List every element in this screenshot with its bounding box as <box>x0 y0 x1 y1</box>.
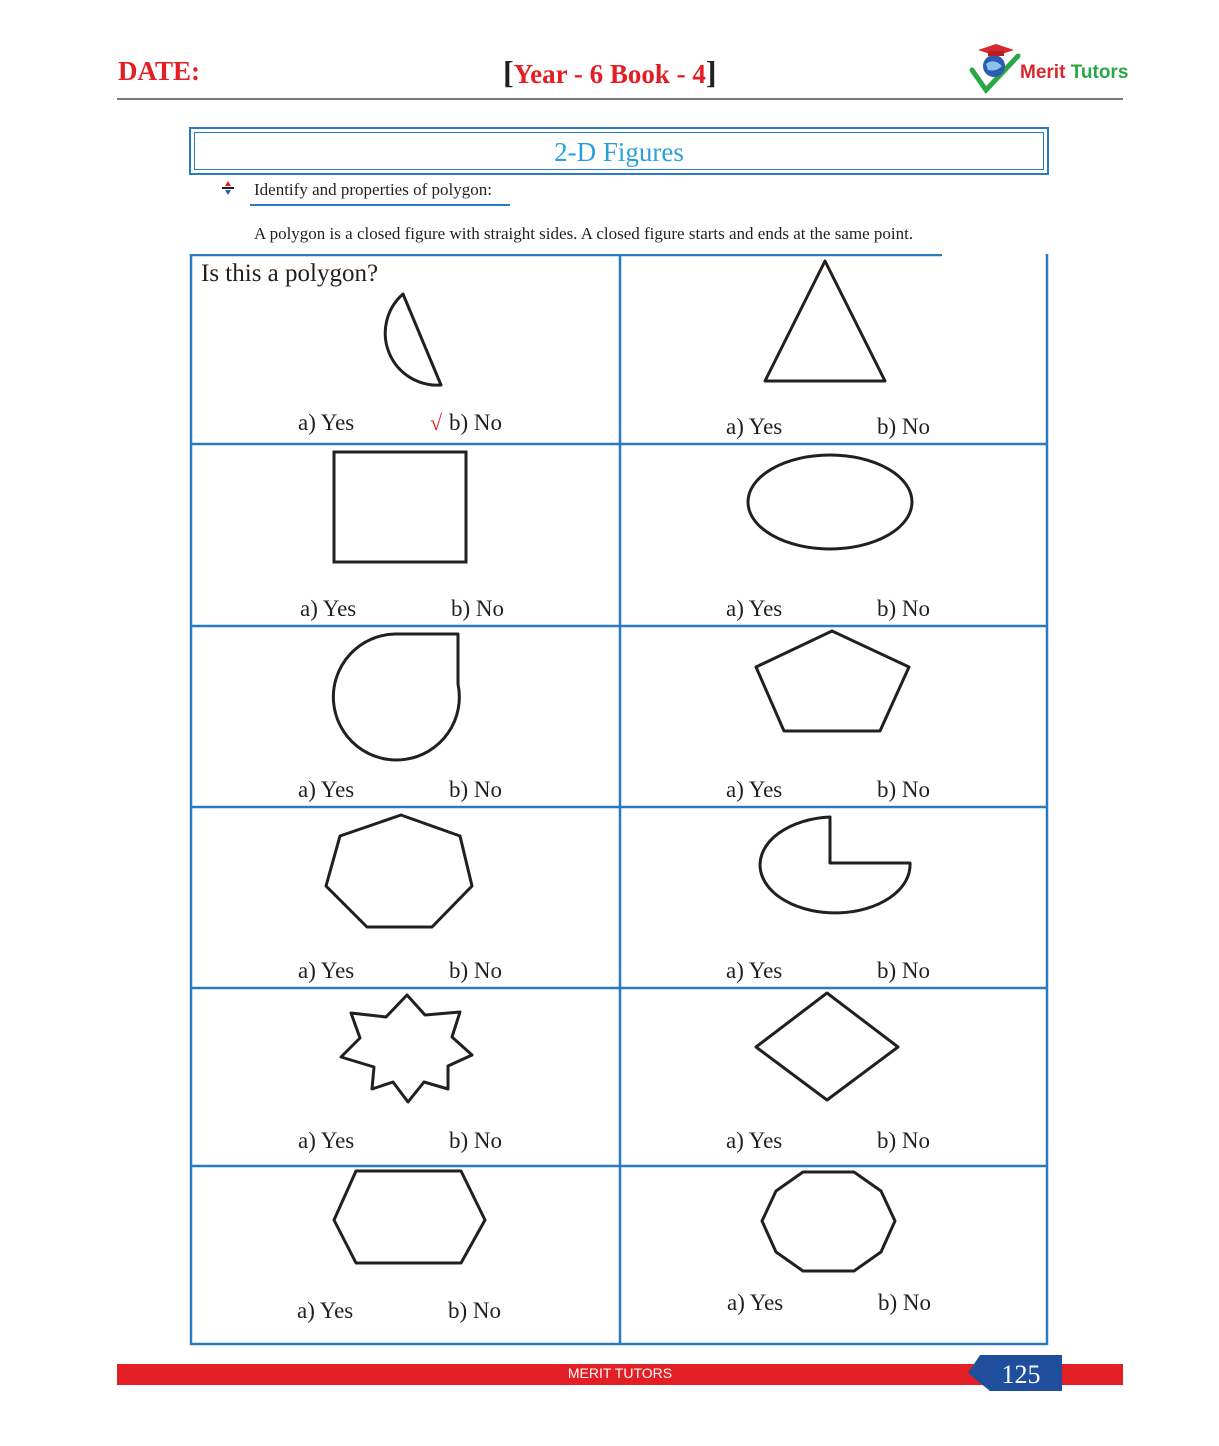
option-no[interactable]: b) No <box>877 414 931 439</box>
option-yes[interactable]: a) Yes <box>298 1128 355 1153</box>
hexagon-shape <box>189 1166 620 1344</box>
triangle-shape <box>620 254 1048 444</box>
question-cell-6 <box>620 626 1048 807</box>
option-no[interactable]: b) No <box>451 596 505 621</box>
page-number: 125 <box>1001 1360 1041 1389</box>
question-cell-11 <box>189 1166 620 1344</box>
question-grid <box>189 254 1049 1346</box>
option-yes[interactable]: a) Yes <box>726 1128 783 1153</box>
teardrop-shape <box>189 626 620 807</box>
question-cell-3 <box>189 444 620 626</box>
header-rule <box>117 98 1123 100</box>
bullet-arrow-icon <box>222 181 234 195</box>
question-cell-10 <box>620 988 1048 1166</box>
option-yes[interactable]: a) Yes <box>727 1290 784 1315</box>
option-yes[interactable]: a) Yes <box>726 777 783 802</box>
question-cell-8 <box>620 807 1048 988</box>
option-yes[interactable]: a) Yes <box>298 777 355 802</box>
option-yes[interactable]: a) Yes <box>298 410 355 435</box>
question-cell-5 <box>189 626 620 807</box>
option-yes[interactable]: a) Yes <box>726 958 783 983</box>
option-no[interactable]: b) No <box>449 1128 503 1153</box>
question-cell-7 <box>189 807 620 988</box>
logo-text <box>1020 62 1128 84</box>
question-heading: Is this a polygon? <box>201 260 379 287</box>
answer-check-mark: √ <box>430 410 443 435</box>
question-cell-12 <box>620 1166 1048 1344</box>
option-no[interactable]: b) No <box>878 1290 932 1315</box>
ellipse-shape <box>620 444 1048 626</box>
footer-brand: MERIT TUTORS <box>567 1365 673 1381</box>
semicircle-shape <box>189 254 620 444</box>
option-yes[interactable]: a) Yes <box>297 1298 354 1323</box>
subtitle-underline <box>250 204 510 206</box>
merit-tutors-logo <box>968 42 1128 98</box>
rhombus-shape <box>620 988 1048 1166</box>
option-yes[interactable]: a) Yes <box>726 414 783 439</box>
option-no[interactable]: b) No <box>877 777 931 802</box>
question-cell-4 <box>620 444 1048 626</box>
bracket-open: [ <box>503 54 514 90</box>
question-cell-2 <box>620 254 1048 444</box>
question-cell-9 <box>189 988 620 1166</box>
question-cell-1 <box>189 254 620 444</box>
logo-merit: Merit <box>1020 62 1066 83</box>
option-yes[interactable]: a) Yes <box>298 958 355 983</box>
option-no[interactable]: b) No <box>449 410 503 435</box>
book-label: Year - 6 Book - 4 <box>513 59 706 89</box>
pacman-shape <box>620 807 1048 988</box>
bracket-close: ] <box>705 54 717 90</box>
octagon-shape <box>620 1166 1048 1344</box>
book-title <box>503 54 717 91</box>
polygon-definition: A polygon is a closed figure with straight sides. A closed figure starts and ends at the same point. <box>254 224 914 243</box>
option-yes[interactable]: a) Yes <box>300 596 357 621</box>
logo-tutors: Tutors <box>1070 62 1129 83</box>
option-yes[interactable]: a) Yes <box>726 596 783 621</box>
section-subtitle: Identify and properties of polygon: <box>254 180 492 199</box>
option-no[interactable]: b) No <box>448 1298 502 1323</box>
square-shape <box>189 444 620 626</box>
date-label: DATE: <box>118 56 201 86</box>
option-no[interactable]: b) No <box>449 958 503 983</box>
star-shape <box>189 988 620 1166</box>
option-no[interactable]: b) No <box>877 958 931 983</box>
option-no[interactable]: b) No <box>877 1128 931 1153</box>
title-box <box>189 127 1049 175</box>
option-no[interactable]: b) No <box>449 777 503 802</box>
pentagon-shape <box>620 626 1048 807</box>
heptagon-shape <box>189 807 620 988</box>
option-no[interactable]: b) No <box>877 596 931 621</box>
page-title: 2-D Figures <box>554 137 684 167</box>
graduation-globe-icon <box>968 42 1028 98</box>
